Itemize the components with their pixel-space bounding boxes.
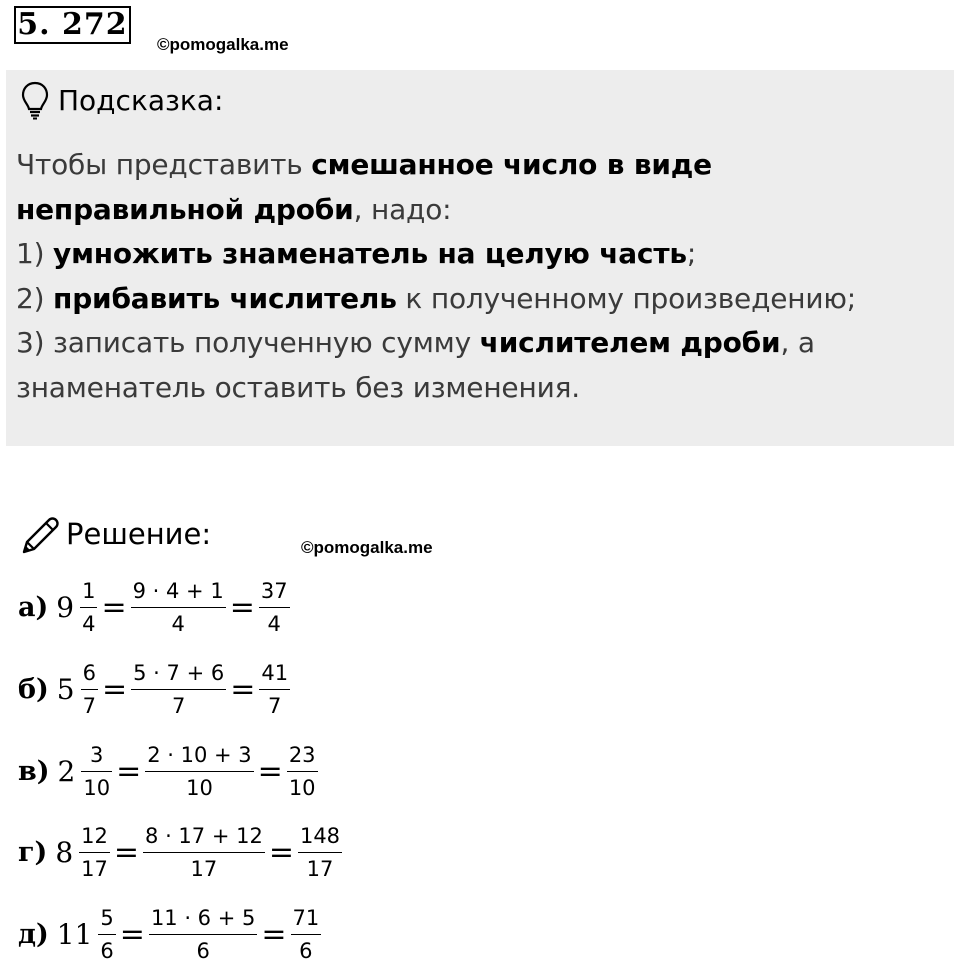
- hint-emphasis: числителем дроби: [479, 326, 781, 359]
- equals-sign: =: [119, 916, 145, 952]
- item-label: д): [18, 918, 49, 950]
- denominator: 7: [259, 689, 290, 719]
- equals-sign: =: [261, 916, 287, 952]
- hint-emphasis: умножить знаменатель на целую часть: [53, 237, 687, 270]
- hint-text: [16, 143, 946, 410]
- denominator: 4: [259, 607, 290, 637]
- numerator: 2 · 10 + 3: [147, 742, 252, 767]
- hint-line: [16, 232, 946, 277]
- exercise-number: 5. 272: [14, 6, 131, 44]
- equals-sign: =: [116, 753, 142, 789]
- denominator: 10: [287, 771, 318, 801]
- equals-sign: =: [102, 671, 128, 707]
- mixed-fraction: [80, 578, 97, 637]
- lightbulb-icon: [20, 80, 50, 120]
- equals-sign: =: [230, 671, 256, 707]
- numerator: 3: [90, 742, 104, 767]
- watermark-solution: ©pomogalka.me: [301, 538, 433, 557]
- hint-segment: 1): [16, 237, 54, 270]
- numerator: 148: [299, 823, 341, 848]
- solution-item: [18, 898, 323, 970]
- denominator: 4: [80, 607, 97, 637]
- whole-part: 11: [56, 917, 93, 951]
- mixed-fraction: [79, 823, 110, 882]
- item-label: а): [18, 591, 49, 623]
- whole-part: 9: [56, 590, 75, 624]
- numerator: 12: [81, 823, 108, 848]
- hint-line: [16, 143, 946, 232]
- expression-fraction: [131, 578, 226, 637]
- hint-segment: к полученному произведению;: [396, 281, 856, 315]
- hint-line: [16, 277, 946, 322]
- numerator: 8 · 17 + 12: [145, 823, 263, 848]
- hint-title: Подсказка:: [58, 84, 224, 117]
- numerator: 71: [292, 905, 320, 930]
- pencil-icon: [18, 514, 62, 558]
- equals-sign: =: [101, 589, 127, 625]
- mixed-fraction: [98, 905, 115, 964]
- expression-fraction: [145, 742, 253, 801]
- numerator: 23: [288, 742, 316, 767]
- numerator: 5: [100, 905, 114, 930]
- numerator: 6: [82, 660, 96, 685]
- expression-fraction: [143, 823, 265, 882]
- mixed-fraction: [81, 742, 112, 801]
- hint-segment: 3) записать полученную сумму: [16, 326, 480, 359]
- denominator: 7: [131, 689, 226, 719]
- denominator: 6: [291, 934, 322, 964]
- denominator: 10: [81, 771, 112, 801]
- hint-emphasis: прибавить числитель: [53, 281, 397, 315]
- denominator: 10: [145, 771, 253, 801]
- result-fraction: [298, 823, 342, 882]
- numerator: 41: [261, 660, 289, 685]
- whole-part: 2: [57, 754, 76, 788]
- denominator: 6: [98, 934, 115, 964]
- numerator: 9 · 4 + 1: [132, 578, 224, 603]
- denominator: 7: [81, 689, 98, 719]
- result-fraction: [259, 578, 290, 637]
- hint-segment: ;: [686, 237, 697, 270]
- equals-sign: =: [229, 589, 255, 625]
- solution-title: Решение:: [66, 517, 212, 551]
- equals-sign: =: [257, 753, 283, 789]
- whole-part: 5: [56, 672, 75, 706]
- numerator: 37: [260, 578, 288, 603]
- item-label: в): [18, 755, 50, 787]
- numerator: 11 · 6 + 5: [150, 905, 256, 930]
- hint-segment: Чтобы представить: [16, 148, 312, 181]
- solution-item: [18, 735, 320, 807]
- denominator: 17: [143, 852, 265, 882]
- mixed-fraction: [81, 660, 98, 719]
- expression-fraction: [149, 905, 257, 964]
- hint-segment: , а знаменатель оставить без изменения.: [16, 326, 815, 404]
- hint-segment: , надо:: [353, 192, 452, 226]
- equals-sign: =: [268, 834, 294, 870]
- denominator: 17: [79, 852, 110, 882]
- solution-item: [18, 571, 292, 643]
- expression-fraction: [131, 660, 226, 719]
- hint-segment: 2): [16, 281, 54, 315]
- whole-part: 8: [55, 835, 74, 869]
- equals-sign: =: [113, 834, 140, 870]
- hint-emphasis: смешанное число в виде неправильной дроби: [16, 148, 712, 226]
- result-fraction: [291, 905, 322, 964]
- denominator: 17: [298, 852, 342, 882]
- solution-item: [18, 653, 292, 725]
- watermark-top: ©pomogalka.me: [157, 35, 289, 54]
- hint-line: [16, 321, 946, 410]
- item-label: б): [18, 673, 49, 705]
- solution-item: [18, 816, 344, 888]
- numerator: 1: [82, 578, 96, 603]
- item-label: г): [18, 836, 48, 868]
- result-fraction: [287, 742, 318, 801]
- result-fraction: [259, 660, 290, 719]
- denominator: 4: [131, 607, 226, 637]
- numerator: 5 · 7 + 6: [133, 660, 225, 685]
- denominator: 6: [149, 934, 257, 964]
